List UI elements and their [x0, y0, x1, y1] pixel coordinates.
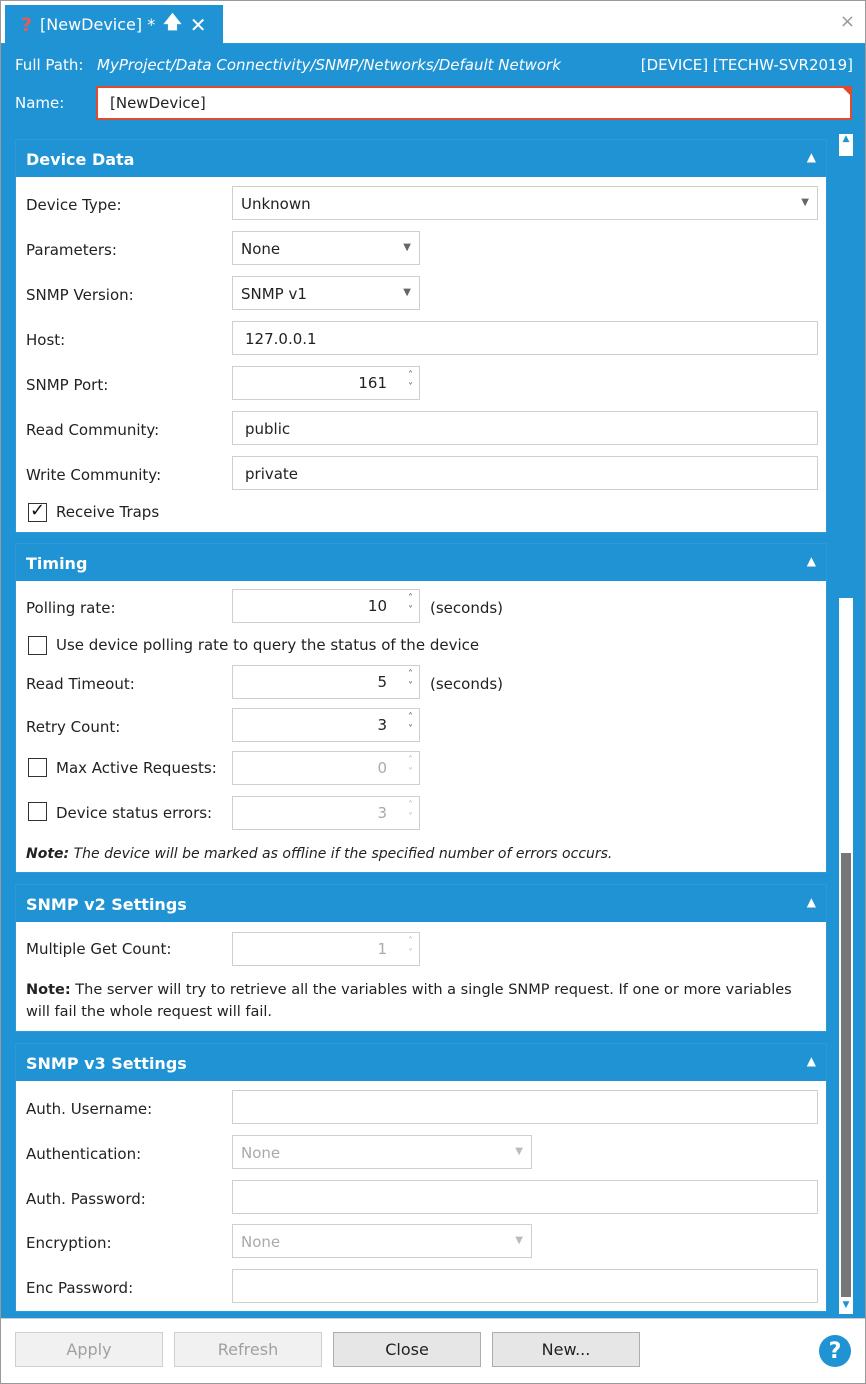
section-header-device-data[interactable]: [16, 140, 826, 177]
write-community-value: private: [245, 465, 299, 483]
parameters-label: Parameters:: [26, 241, 117, 259]
tab-strip: [1, 1, 865, 44]
note-bold: Note:: [26, 982, 71, 998]
name-input-value: [NewDevice]: [110, 94, 206, 112]
authentication-dropdown[interactable]: [232, 1135, 532, 1169]
header-panel: [1, 44, 865, 128]
host-value: 127.0.0.1: [245, 330, 317, 348]
collapse-chevron-icon[interactable]: ▲: [806, 895, 816, 909]
polling-rate-stepper[interactable]: [232, 589, 420, 623]
dropdown-arrow-icon: ▼: [403, 287, 411, 298]
full-path-label: Full Path:: [15, 56, 84, 74]
read-timeout-label: Read Timeout:: [26, 675, 135, 693]
device-type-label: Device Type:: [26, 196, 122, 214]
dropdown-arrow-icon: ▼: [515, 1146, 523, 1157]
help-icon[interactable]: ?: [819, 1335, 851, 1367]
refresh-button[interactable]: Refresh: [174, 1332, 322, 1367]
timing-note: [26, 846, 612, 862]
tab-close-icon[interactable]: ✕: [189, 12, 207, 37]
enc-password-label: Enc Password:: [26, 1279, 134, 1297]
max-active-value: 0: [377, 759, 387, 777]
device-type-value: Unknown: [241, 195, 311, 213]
spin-arrows-icon[interactable]: ˄ ˅: [408, 370, 413, 393]
write-community-label: Write Community:: [26, 466, 162, 484]
host-label: Host:: [26, 331, 66, 349]
device-tag: [DEVICE] [TECHW-SVR2019]: [640, 56, 853, 74]
close-button[interactable]: Close: [333, 1332, 481, 1367]
validation-corner-marker: [843, 88, 850, 95]
section-header-timing[interactable]: [16, 544, 826, 581]
dropdown-arrow-icon: ▼: [515, 1235, 523, 1246]
collapse-chevron-icon[interactable]: ▲: [806, 150, 816, 164]
snmp-version-label: SNMP Version:: [26, 286, 134, 304]
max-active-label: Max Active Requests:: [56, 759, 217, 777]
polling-rate-unit: (seconds): [430, 599, 504, 617]
polling-rate-label: Polling rate:: [26, 599, 116, 617]
authentication-value: None: [241, 1144, 281, 1162]
full-path-value: MyProject/Data Connectivity/SNMP/Networks/Default Network: [97, 56, 561, 74]
note-text: The server will try to retrieve all the variables with a single SNMP request. If one or more variables will fail the whole request will fail.: [26, 982, 792, 1020]
device-type-dropdown[interactable]: [232, 186, 818, 220]
spin-arrows-icon[interactable]: ˄ ˅: [408, 936, 413, 959]
new-button[interactable]: New...: [492, 1332, 640, 1367]
note-bold: Note:: [26, 846, 70, 862]
footer-bar: [1, 1318, 865, 1383]
retry-count-stepper[interactable]: [232, 708, 420, 742]
name-label: Name:: [15, 94, 65, 112]
retry-count-label: Retry Count:: [26, 718, 121, 736]
section-timing: [15, 543, 827, 873]
section-snmp-v2: [15, 884, 827, 1032]
name-input[interactable]: [96, 86, 852, 120]
auth-password-label: Auth. Password:: [26, 1190, 146, 1208]
retry-count-value: 3: [377, 716, 387, 734]
encryption-value: None: [241, 1233, 281, 1251]
device-status-stepper[interactable]: [232, 796, 420, 830]
snmp-version-dropdown[interactable]: [232, 276, 420, 310]
read-community-label: Read Community:: [26, 421, 160, 439]
spin-arrows-icon[interactable]: ˄ ˅: [408, 755, 413, 778]
section-header-snmp-v3[interactable]: [16, 1044, 826, 1081]
section-snmp-v3: [15, 1043, 827, 1312]
spin-arrows-icon[interactable]: ˄ ˅: [408, 669, 413, 692]
multiple-get-value: 1: [377, 940, 387, 958]
max-active-stepper[interactable]: [232, 751, 420, 785]
auth-username-input[interactable]: [232, 1090, 818, 1124]
device-status-value: 3: [377, 804, 387, 822]
section-title: SNMP v2 Settings: [26, 895, 187, 914]
collapse-chevron-icon[interactable]: ▲: [806, 554, 816, 568]
parameters-value: None: [241, 240, 281, 258]
collapse-chevron-icon[interactable]: ▲: [806, 1054, 816, 1068]
write-community-input[interactable]: [232, 456, 818, 490]
use-device-polling-checkbox[interactable]: [28, 636, 47, 655]
polling-rate-value: 10: [367, 597, 387, 615]
multiple-get-stepper[interactable]: [232, 932, 420, 966]
section-title: SNMP v3 Settings: [26, 1054, 187, 1073]
read-timeout-value: 5: [377, 673, 387, 691]
spin-arrows-icon[interactable]: ˄ ˅: [408, 800, 413, 823]
window-close-icon[interactable]: ×: [839, 11, 855, 32]
parameters-dropdown[interactable]: [232, 231, 420, 265]
note-text: The device will be marked as offline if the specified number of errors occurs.: [69, 846, 613, 862]
receive-traps-checkbox[interactable]: [28, 503, 47, 522]
tab-newdevice[interactable]: [5, 5, 223, 44]
help-question-icon: ?: [21, 13, 33, 36]
multiple-get-label: Multiple Get Count:: [26, 940, 172, 958]
dropdown-arrow-icon: ▼: [801, 197, 809, 208]
snmp-port-label: SNMP Port:: [26, 376, 109, 394]
read-community-input[interactable]: [232, 411, 818, 445]
snmp-v2-note: [26, 979, 796, 1023]
auth-password-input[interactable]: [232, 1180, 818, 1214]
encryption-label: Encryption:: [26, 1234, 112, 1252]
max-active-checkbox[interactable]: [28, 758, 47, 777]
pin-up-icon[interactable]: 🡅: [163, 11, 182, 33]
tab-title: [NewDevice] *: [40, 15, 156, 34]
snmp-port-value: 161: [358, 374, 387, 392]
section-title: Device Data: [26, 150, 135, 169]
read-community-value: public: [245, 420, 291, 438]
device-status-checkbox[interactable]: [28, 802, 47, 821]
auth-username-label: Auth. Username:: [26, 1100, 153, 1118]
scroll-up-icon[interactable]: ▲: [842, 134, 850, 144]
host-input[interactable]: [232, 321, 818, 355]
scroll-down-icon[interactable]: ▼: [842, 1300, 850, 1310]
scrollbar-thumb[interactable]: [839, 156, 853, 598]
spin-arrows-icon[interactable]: ˄ ˅: [408, 712, 413, 735]
authentication-label: Authentication:: [26, 1145, 142, 1163]
section-device-data: [15, 139, 827, 533]
device-status-label: Device status errors:: [56, 804, 213, 822]
section-header-snmp-v2[interactable]: [16, 885, 826, 922]
read-timeout-stepper[interactable]: [232, 665, 420, 699]
use-device-polling-label: Use device polling rate to query the status of the device: [56, 636, 480, 654]
snmp-port-stepper[interactable]: [232, 366, 420, 400]
dropdown-arrow-icon: ▼: [403, 242, 411, 253]
read-timeout-unit: (seconds): [430, 675, 504, 693]
scrollbar-lower-thumb[interactable]: [841, 853, 851, 1297]
receive-traps-label: Receive Traps: [56, 503, 160, 521]
snmp-version-value: SNMP v1: [241, 285, 307, 303]
encryption-dropdown[interactable]: [232, 1224, 532, 1258]
apply-button[interactable]: Apply: [15, 1332, 163, 1367]
spin-arrows-icon[interactable]: ˄ ˅: [408, 593, 413, 616]
section-title: Timing: [26, 554, 88, 573]
enc-password-input[interactable]: [232, 1269, 818, 1303]
